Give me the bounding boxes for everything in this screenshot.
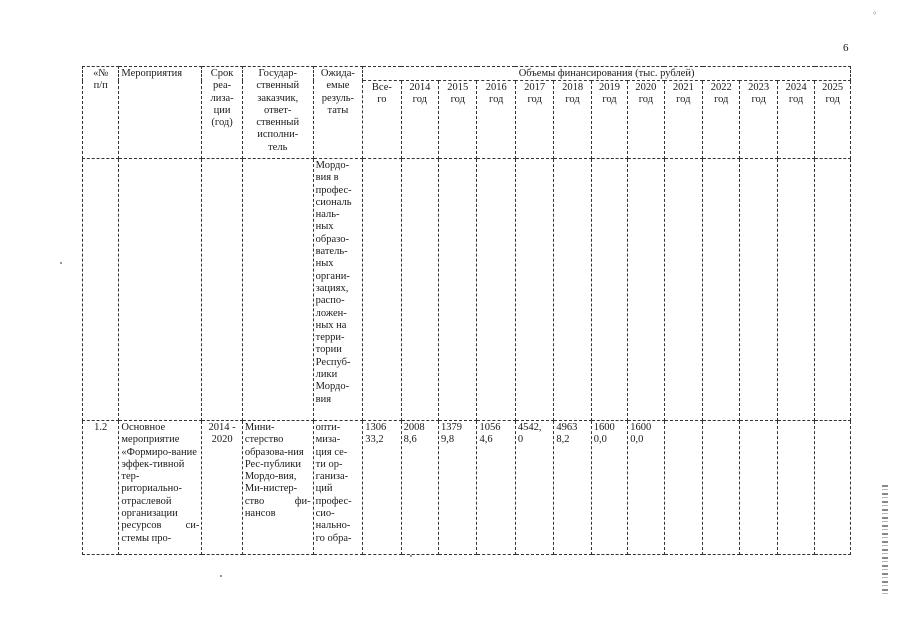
cell-value <box>815 421 851 555</box>
cell-empty <box>664 159 702 421</box>
header-year: 2020 год <box>628 81 664 159</box>
header-year: 2023 год <box>740 81 777 159</box>
header-year: 2021 год <box>664 81 702 159</box>
scan-speck <box>60 262 62 264</box>
cell-empty <box>83 159 119 421</box>
cell-empty <box>554 159 591 421</box>
header-year: 2014 год <box>401 81 438 159</box>
page-number: 6 <box>843 42 849 54</box>
cell-empty <box>515 159 553 421</box>
header-year: 2016 год <box>477 81 515 159</box>
cell-empty <box>401 159 438 421</box>
cell-value: 2008 8,6 <box>401 421 438 555</box>
cell-empty <box>119 159 202 421</box>
cell-value: 1306 33,2 <box>363 421 401 555</box>
cell-value: 4963 8,2 <box>554 421 591 555</box>
cell-term: 2014 - 2020 <box>202 421 242 555</box>
cell-value <box>664 421 702 555</box>
cell-value <box>703 421 740 555</box>
cell-empty <box>202 159 242 421</box>
header-year: 2017 год <box>515 81 553 159</box>
header-activities: Мероприятия <box>119 67 202 159</box>
header-results: Ожида- емые резуль- таты <box>313 67 363 159</box>
cell-value <box>740 421 777 555</box>
cell-value: 4542, 0 <box>515 421 553 555</box>
cell-value <box>777 421 814 555</box>
header-year: Все- го <box>363 81 401 159</box>
table-row <box>83 159 851 421</box>
header-year: 2019 год <box>591 81 627 159</box>
cell-results: опти- миза- ция се- ти ор- ганиза- ций профес- сио- нально- го обра- <box>313 421 363 555</box>
cell-activity: Основное мероприятие «Формиро-вание эффек-тивной тер-риториально-отраслевой организации ресурсов си-стемы про- <box>119 421 202 555</box>
header-num: «№ п/п <box>83 67 119 159</box>
cell-empty <box>703 159 740 421</box>
cell-empty <box>591 159 627 421</box>
cell-empty <box>477 159 515 421</box>
header-year: 2024 год <box>777 81 814 159</box>
cell-empty <box>777 159 814 421</box>
cell-customer: Мини-стерство образова-ния Рес-публики Мордо-вия, Ми-нистер-ство фи-нансов <box>242 421 313 555</box>
header-row <box>83 67 851 81</box>
cell-empty <box>363 159 401 421</box>
scan-edge-artifact <box>882 485 888 595</box>
cell-empty <box>439 159 477 421</box>
cell-empty <box>242 159 313 421</box>
cell-value: 1600 0,0 <box>591 421 627 555</box>
header-year: 2015 год <box>439 81 477 159</box>
header-term: Срок реа- лиза- ции (год) <box>202 67 242 159</box>
header-year: 2022 год <box>703 81 740 159</box>
header-funding: Объемы финансирования (тыс. рублей) <box>363 67 851 81</box>
cell-empty <box>740 159 777 421</box>
header-year: 2025 год <box>815 81 851 159</box>
cell-value: 1379 9,8 <box>439 421 477 555</box>
funding-table <box>82 66 851 555</box>
cell-empty <box>815 159 851 421</box>
cell-value: 1056 4,6 <box>477 421 515 555</box>
header-year: 2018 год <box>554 81 591 159</box>
scan-speck <box>410 555 412 557</box>
cell-value: 1600 0,0 <box>628 421 664 555</box>
cell-empty <box>628 159 664 421</box>
table-row <box>83 421 851 555</box>
cell-num: 1.2 <box>83 421 119 555</box>
corner-mark: ° <box>873 10 877 20</box>
header-customer: Государ- ственный заказчик, ответ- ственный исполни- тель <box>242 67 313 159</box>
cell-results-continued: Мордо- вия в профес- сиональ наль- ных образо- ватель- ных органи- зациях, распо- ложен- ных на терри- тории Респуб- лики Мордо- вия <box>313 159 363 421</box>
scan-speck <box>220 575 222 577</box>
